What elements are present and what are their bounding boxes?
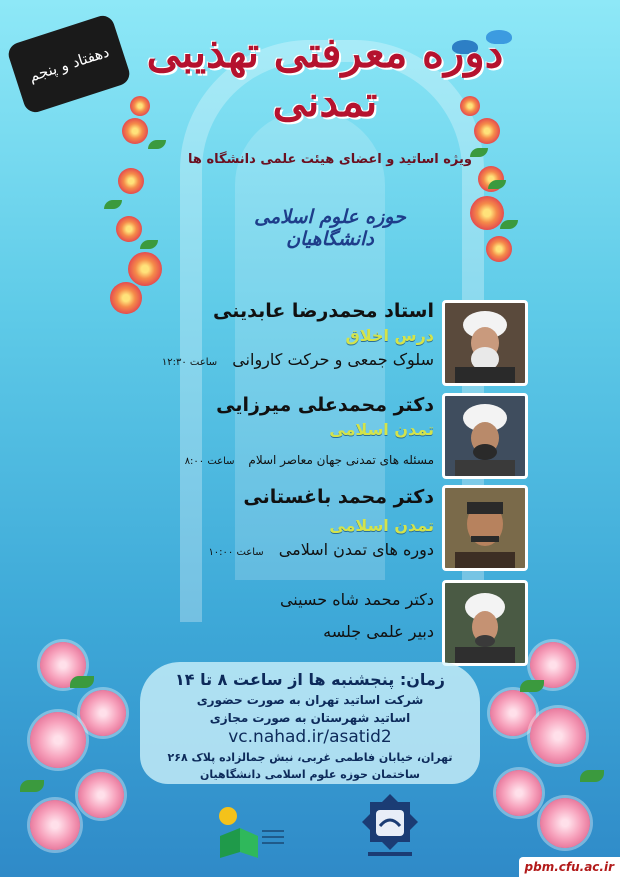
poster-subtitle: ویژه اساتید و اعضای هیئت علمی دانشگاه ها	[188, 152, 472, 167]
speaker-role: دبیر علمی جلسه	[323, 622, 434, 641]
speaker-name: دکتر محمدعلی میرزایی	[216, 394, 434, 416]
speaker-name: دکتر محمد شاه حسینی	[279, 590, 434, 609]
speaker-name: دکتر محمد باغستانی	[243, 486, 434, 508]
speaker-topic: تمدن اسلامی	[329, 516, 434, 535]
site-watermark: pbm.cfu.ac.ir	[519, 857, 620, 877]
badge-graphic	[8, 14, 130, 114]
lesson-title: مسئله های تمدنی جهان معاصر اسلام	[248, 453, 434, 467]
speaker-topic: تمدن اسلامی	[329, 420, 434, 439]
lesson-line	[185, 448, 434, 474]
online-link[interactable]: vc.nahad.ir/asatid2	[228, 727, 392, 747]
lesson-line	[162, 348, 434, 375]
speaker-block	[162, 298, 434, 375]
event-info-box	[140, 662, 480, 784]
building-name: ساختمان حوزه علوم اسلامی دانشگاهیان	[200, 768, 420, 781]
session-badge	[8, 14, 130, 114]
speaker-photo	[442, 393, 528, 479]
speaker-block	[280, 588, 434, 644]
lesson-line	[208, 538, 434, 565]
university-seminary-logo	[354, 792, 426, 868]
lesson-title: سلوک جمعی و حرکت کاروانی	[232, 350, 434, 369]
organization-name: حوزه علوم اسلامی دانشگاهیان	[254, 206, 406, 250]
poster-title: دوره معرفتی تهذیبی تمدنی	[146, 28, 504, 126]
address-line: تهران، خیابان فاطمی غربی، نبش جمالزاده پلاک ۲۶۸	[167, 751, 453, 764]
organization-logo	[214, 800, 286, 864]
lesson-time: ساعت ۱۰:۰۰	[208, 547, 264, 558]
remote-attendance: اساتید شهرستان به صورت مجازی	[209, 711, 411, 725]
speaker-block	[208, 484, 434, 565]
speaker-topic: درس اخلاق	[345, 326, 434, 345]
event-schedule: زمان: پنجشنبه ها از ساعت ۸ تا ۱۴	[174, 670, 445, 689]
lesson-time: ساعت ۸:۰۰	[184, 456, 235, 467]
lesson-title: دوره های تمدن اسلامی	[278, 540, 434, 559]
speaker-photo	[442, 300, 528, 386]
speaker-block	[185, 392, 434, 474]
speaker-photo	[442, 580, 528, 666]
badge-text: دهفتاد و پنجم	[26, 42, 112, 86]
lesson-time: ساعت ۱۲:۳۰	[161, 357, 218, 368]
tehran-attendance: شرکت اساتید تهران به صورت حضوری	[196, 693, 424, 707]
speaker-name: استاد محمدرضا عابدینی	[212, 300, 434, 322]
speaker-photo	[442, 485, 528, 571]
